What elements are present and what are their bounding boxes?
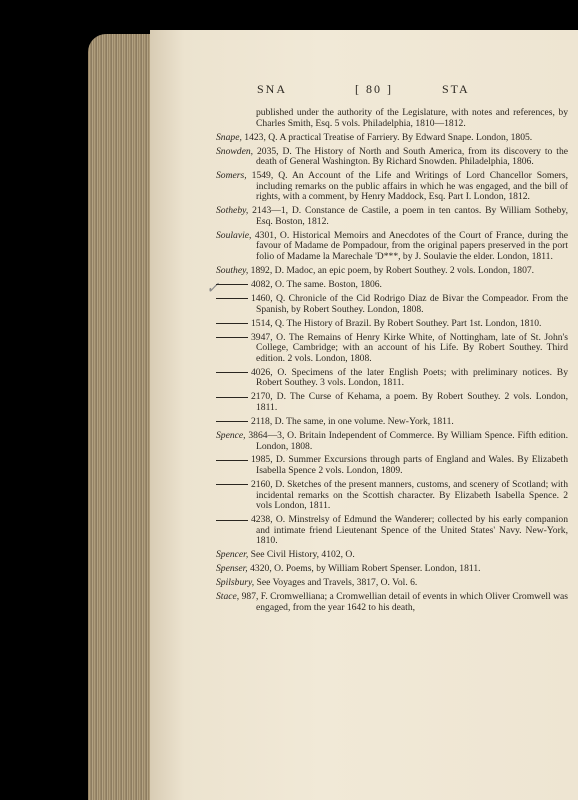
author-name: Southey,: [216, 265, 249, 277]
ditto-dash: [216, 284, 248, 285]
catalog-entry: [216, 266, 568, 277]
catalog-entry: [216, 515, 568, 547]
ditto-dash: [216, 520, 248, 521]
entry-text: 3947, O. The Remains of Henry Kirke White, of Nottingham, late of St. John's College, Cambridge; with an account of his Life. By Robert Southey. Third edition. 2 vols. London, 1808.: [251, 331, 568, 364]
entry-text: 1460, Q. Chronicle of the Cid Rodrigo Diaz de Bivar the Compeador. From the Spanish, by Robert Southey. London, 1808.: [251, 293, 568, 315]
entry-text: 3864—3, O. Britain Independent of Commerce. By William Spence. Fifth edition. London, 1808.: [248, 429, 568, 452]
ditto-dash: [216, 460, 248, 461]
entry-text: 2143—1, D. Constance de Castile, a poem in ten cantos. By William Sotheby, Esq. Boston, 1812.: [252, 205, 569, 227]
entry-text: See Civil History, 4102, O.: [250, 549, 355, 561]
header-right: STA: [442, 82, 470, 96]
catalog-entry: [216, 108, 568, 129]
catalog-entry: [216, 319, 568, 330]
catalog-entry: [216, 147, 568, 168]
catalog-entry: [216, 280, 568, 291]
author-name: Spilsbury,: [216, 577, 255, 589]
entry-text: See Voyages and Travels, 3817, O. Vol. 6.: [256, 577, 418, 589]
catalog-entry: [216, 431, 568, 452]
catalog-entry: [216, 368, 568, 389]
author-name: Stace,: [216, 591, 240, 603]
ditto-dash: [216, 397, 248, 398]
catalog-entry: [216, 206, 568, 227]
ditto-dash: [216, 421, 248, 422]
catalog-entry: [216, 417, 568, 428]
catalog-entry: [216, 231, 568, 263]
entry-text: 1985, D. Summer Excursions through parts of England and Wales. By Elizabeth Isabella Spence 2 vols. London, 1809.: [251, 454, 568, 477]
catalog-entry: [216, 294, 568, 315]
ditto-dash: [216, 484, 248, 485]
entry-text: 1423, Q. A practical Treatise of Farriery. By Edward Snape. London, 1805.: [244, 131, 533, 143]
entry-text: 4301, O. Historical Memoirs and Anecdotes of the Court of France, during the favour of Madame de Pompadour, from the original papers preserved in the port folio of Madame la Marechale 'D***, by J. Soulavie the elder. London, 1811.: [254, 229, 568, 263]
entry-text: 4238, O. Minstrelsy of Edmund the Wanderer; collected by his early companion and intimate friend Lieutenant Spence of the United States' Navy. New-York, 1810.: [251, 514, 568, 547]
author-name: Snowden,: [216, 145, 254, 157]
entry-text: 4320, O. Poems, by William Robert Spenser. London, 1811.: [250, 563, 481, 575]
entry-text: 1514, Q. The History of Brazil. By Robert Southey. Part 1st. London, 1810.: [251, 317, 542, 329]
catalog-entry: [216, 564, 568, 575]
author-name: Sotheby,: [216, 205, 249, 217]
running-header: [150, 82, 578, 98]
header-left: SNA: [257, 82, 288, 96]
author-name: Spencer,: [216, 549, 249, 561]
entry-text: 987, F. Cromwelliana; a Cromwellian detail of events in which Oliver Cromwell was engaged, from the year 1642 to his death,: [241, 591, 569, 613]
author-name: Snape,: [216, 131, 242, 143]
entry-text: 1549, Q. An Account of the Life and Writings of Lord Chancellor Somers, including remarks on the public affairs in which he was engaged, and the bill of rights, with a comment, by Henry Maddock, Esq. Part I. London, 1812.: [251, 170, 568, 203]
pencil-check-mark: ✓: [206, 280, 220, 297]
entry-text: 2170, D. The Curse of Kehama, a poem. By Robert Southey. 2 vols. London, 1811.: [251, 391, 568, 413]
book-page-edges: [88, 34, 158, 800]
catalog-entry: [216, 455, 568, 476]
entry-text: 2160, D. Sketches of the present manners, customs, and scenery of Scotland; with incidental remarks on the Scottish character. By Elizabeth Isabella Spence. 2 vols London, 1811.: [251, 479, 568, 512]
catalog-entry: [216, 171, 568, 203]
ditto-dash: [216, 298, 248, 299]
entry-text: 4026, O. Specimens of the later English Poets; with preliminary notices. By Robert Southey. 3 vols. London, 1811.: [251, 366, 568, 389]
ditto-dash: [216, 337, 248, 338]
entry-text: published under the authority of the Legislature, with notes and references, by Charles Smith, Esq. 5 vols. Philadelphia, 1810—1812.: [256, 107, 568, 129]
catalog-entry: [216, 578, 568, 589]
catalog-entry: [216, 392, 568, 413]
catalog-entry: [216, 333, 568, 365]
author-name: Somers,: [216, 170, 247, 182]
page-number: [ 80 ]: [355, 82, 393, 96]
catalog-entries: [216, 108, 568, 617]
catalog-entry: [216, 592, 568, 613]
author-name: Spenser,: [216, 563, 248, 575]
author-name: Spence,: [216, 429, 246, 441]
entry-text: 2118, D. The same, in one volume. New-York, 1811.: [251, 415, 454, 427]
catalog-entry: [216, 550, 568, 561]
entry-text: 1892, D. Madoc, an epic poem, by Robert Southey. 2 vols. London, 1807.: [250, 265, 535, 277]
catalog-entry: [216, 480, 568, 512]
author-name: Soulavie,: [216, 229, 252, 241]
catalog-entry: [216, 133, 568, 144]
ditto-dash: [216, 323, 248, 324]
ditto-dash: [216, 372, 248, 373]
book-page: [150, 30, 578, 800]
entry-text: 4082, O. The same. Boston, 1806.: [251, 279, 382, 291]
entry-text: 2035, D. The History of North and South America, from its discovery to the death of General Washington. By Richard Snowden. Philadelphia, 1806.: [256, 145, 568, 168]
